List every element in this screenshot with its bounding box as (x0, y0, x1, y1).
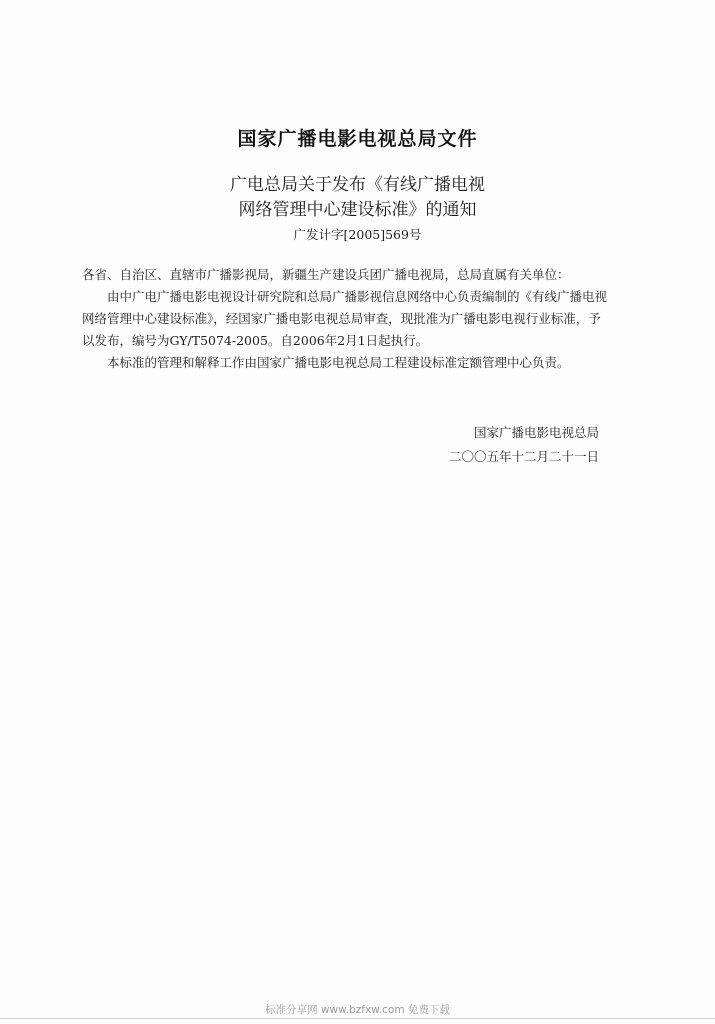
notice-title-line-2: 网络管理中心建设标准》的通知 (238, 200, 477, 220)
footer-watermark: 标准分享网 www.bzfxw.com 免费下载 (265, 1004, 450, 1016)
document-number: 广发计字[2005]569号 (293, 227, 422, 242)
body-paragraph-1: 由中广电广播电影电视设计研究院和总局广播影视信息网络中心负责编制的《有线广播电视网络管理中心建设标准》，经国家广播电影电视总局审查，现批准为广播电影电视行业标准，予以发布，编号为GY/T5074-2005。自2006年2月1日起执行。 (82, 289, 608, 348)
signature-block (449, 421, 599, 469)
notice-body (82, 264, 612, 374)
body-paragraph-2: 本标准的管理和解释工作由国家广播电影电视总局工程建设标准定额管理中心负责。 (107, 355, 570, 370)
notice-title (0, 173, 715, 223)
document-header-title: 国家广播电影电视总局文件 (237, 128, 478, 150)
footer-divider (0, 1018, 715, 1019)
issue-date: 二〇〇五年十二月二十一日 (448, 449, 599, 464)
issuer-name: 国家广播电影电视总局 (473, 425, 599, 440)
salutation: 各省、自治区、直辖市广播影视局，新疆生产建设兵团广播电视局，总局直属有关单位： (82, 267, 570, 282)
notice-title-line-1: 广电总局关于发布《有线广播电视 (230, 175, 485, 195)
